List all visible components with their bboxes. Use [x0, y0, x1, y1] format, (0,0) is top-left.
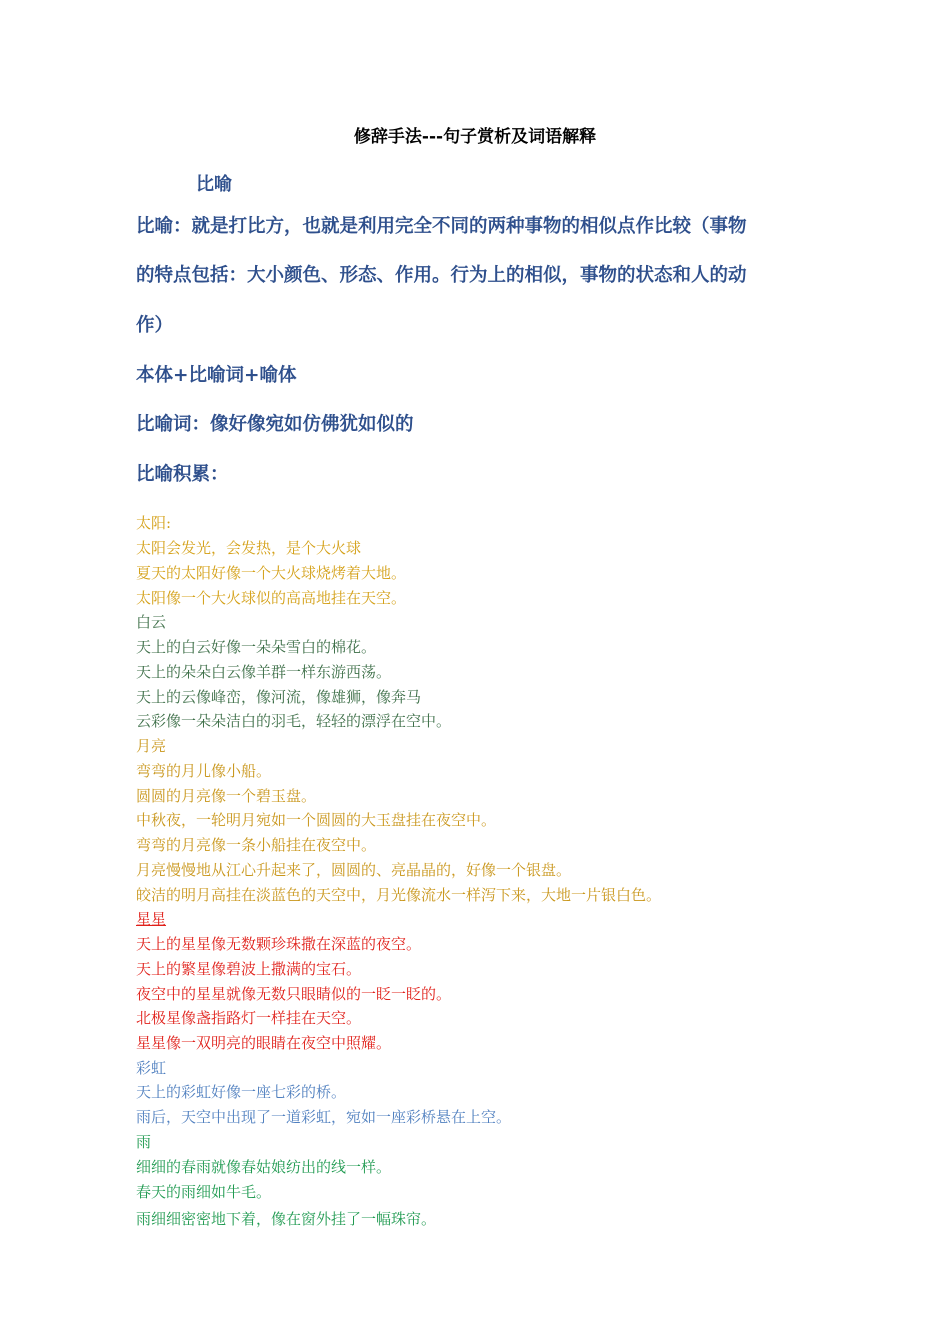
- moon-line-3: 中秋夜，一轮明月宛如一个圆圆的大玉盘挂在夜空中。: [136, 811, 497, 829]
- sun-line-2: 夏天的太阳好像一个大火球烧烤着大地。: [136, 564, 407, 582]
- moon-line-6: 皎洁的明月高挂在淡蓝色的天空中，月光像流水一样泻下来，大地一片银白色。: [136, 886, 662, 904]
- clouds-line-2: 天上的朵朵白云像羊群一样东游西荡。: [136, 663, 392, 681]
- section-heading: 比喻: [196, 174, 232, 195]
- rainbow-label: 彩虹: [136, 1059, 167, 1077]
- clouds-line-3: 天上的云像峰峦，像河流，像雄狮，像奔马: [136, 688, 422, 706]
- rain-label: 雨: [136, 1133, 152, 1151]
- moon-line-1: 弯弯的月儿像小船。: [136, 762, 272, 780]
- moon-label: 月亮: [136, 737, 167, 755]
- moon-line-5: 月亮慢慢地从江心升起来了，圆圆的、亮晶晶的，好像一个银盘。: [136, 861, 572, 879]
- rain-line-2: 春天的雨细如牛毛。: [136, 1183, 272, 1201]
- definition-line-3: 作）: [136, 315, 174, 336]
- clouds-label: 白云: [136, 613, 167, 631]
- rainbow-line-1: 天上的彩虹好像一座七彩的桥。: [136, 1083, 347, 1101]
- metaphor-words: 比喻词：像好像宛如仿佛犹如似的: [136, 414, 414, 435]
- moon-line-4: 弯弯的月亮像一条小船挂在夜空中。: [136, 836, 377, 854]
- stars-line-1: 天上的星星像无数颗珍珠撒在深蓝的夜空。: [136, 935, 422, 953]
- rain-line-3: 雨细细密密地下着，像在窗外挂了一幅珠帘。: [136, 1210, 437, 1228]
- stars-line-5: 星星像一双明亮的眼睛在夜空中照耀。: [136, 1034, 392, 1052]
- clouds-line-1: 天上的白云好像一朵朵雪白的棉花。: [136, 638, 377, 656]
- stars-line-2: 天上的繁星像碧波上撒满的宝石。: [136, 960, 362, 978]
- definition-line-1: 比喻：就是打比方，也就是利用完全不同的两种事物的相似点作比较（事物: [136, 216, 747, 237]
- rainbow-line-2: 雨后，天空中出现了一道彩虹，宛如一座彩桥悬在上空。: [136, 1108, 512, 1126]
- accumulation-label: 比喻积累：: [136, 464, 229, 485]
- sun-label: 太阳:: [136, 514, 172, 532]
- moon-line-2: 圆圆的月亮像一个碧玉盘。: [136, 787, 317, 805]
- structure-formula: 本体+比喻词+喻体: [136, 365, 297, 386]
- clouds-line-4: 云彩像一朵朵洁白的羽毛，轻轻的漂浮在空中。: [136, 712, 452, 730]
- stars-label: 星星: [136, 910, 167, 928]
- stars-line-3: 夜空中的星星就像无数只眼睛似的一眨一眨的。: [136, 985, 452, 1003]
- rain-line-1: 细细的春雨就像春姑娘纺出的线一样。: [136, 1158, 392, 1176]
- sun-line-1: 太阳会发光，会发热，是个大火球: [136, 539, 362, 557]
- stars-line-4: 北极星像盏指路灯一样挂在天空。: [136, 1009, 362, 1027]
- sun-line-3: 太阳像一个大火球似的高高地挂在天空。: [136, 589, 407, 607]
- page-title: 修辞手法---句子赏析及词语解释: [353, 127, 597, 147]
- definition-line-2: 的特点包括：大小颜色、形态、作用。行为上的相似，事物的状态和人的动: [136, 265, 747, 286]
